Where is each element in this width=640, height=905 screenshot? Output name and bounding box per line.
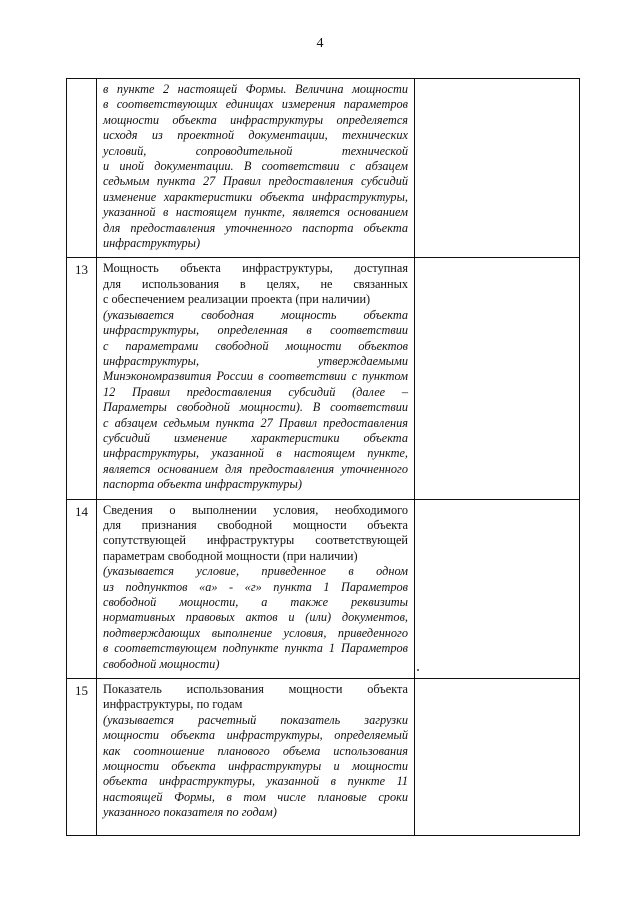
description-note-line: инфраструктуры, определенная в соответствии bbox=[103, 323, 408, 338]
description-note-line: с абзацем седьмым пункта 27 Правил предоставления bbox=[103, 415, 408, 430]
description-note-line: (указывается свободная мощность объекта bbox=[103, 307, 408, 322]
row-value-cell bbox=[415, 79, 580, 258]
table-row bbox=[67, 679, 580, 836]
description-note-line: и иной документации. В соответствии с абзацем bbox=[103, 159, 408, 174]
description-line: инфраструктуры, по годам bbox=[103, 697, 243, 712]
description-note-line: мощности объекта инфраструктуры, определяемый bbox=[103, 728, 408, 743]
description-note-line: указанного показателя по годам) bbox=[103, 805, 277, 820]
row-description bbox=[97, 499, 415, 678]
row-description bbox=[97, 79, 415, 258]
description-note-line: Параметры свободной мощности). В соответствии bbox=[103, 400, 408, 415]
description-note-line: Минэкономразвития России в соответствии с пунктом bbox=[103, 369, 408, 384]
description-note-line: объекта инфраструктуры, указанной в пункте 11 bbox=[103, 774, 408, 789]
description-note-line: подтверждающих выполнение условия, приведенного bbox=[103, 625, 408, 640]
description-note-line: указанной в настоящем пункте, является основанием bbox=[103, 205, 408, 220]
passport-form-table bbox=[66, 78, 580, 836]
description-note-line: как соотношение планового объема использования bbox=[103, 743, 408, 758]
description-note-line: паспорта объекта инфраструктуры) bbox=[103, 477, 302, 492]
description-note-line: в пункте 2 настоящей Формы. Величина мощности bbox=[103, 82, 408, 96]
description-line: сопутствующей инфраструктуры соответствующей bbox=[103, 533, 408, 548]
description-note-line: субсидий изменение характеристики объекта bbox=[103, 430, 408, 445]
description-note-line: с параметрами свободной мощности объектов bbox=[103, 338, 408, 353]
row-value-cell bbox=[415, 679, 580, 836]
description-note-line: инфраструктуры) bbox=[103, 236, 201, 251]
description-note-line: свободной мощности) bbox=[103, 656, 220, 671]
description-note-line: (указывается условие, приведенное в одном bbox=[103, 564, 408, 579]
description-note-line: (указывается расчетный показатель загрузки bbox=[103, 712, 408, 727]
table-body bbox=[67, 79, 580, 836]
description-line: с обеспечением реализации проекта (при наличии) bbox=[103, 292, 371, 307]
description-note-line: 12 Правил предоставления субсидий (далее – bbox=[103, 384, 408, 399]
row-description bbox=[97, 258, 415, 499]
description-line: для использования в целях, не связанных bbox=[103, 276, 408, 291]
table-row bbox=[67, 499, 580, 678]
row-description bbox=[97, 679, 415, 836]
row-value-cell bbox=[415, 258, 580, 499]
description-note-line: мощности объекта инфраструктуры и мощности bbox=[103, 759, 408, 774]
description-note-line: исходя из проектной документации, технических bbox=[103, 128, 408, 143]
row-number: 13 bbox=[67, 258, 97, 499]
description-note-line: в соответствующем подпункте пункта 1 Параметров bbox=[103, 641, 408, 656]
description-note-line: условий, сопроводительной технической bbox=[103, 143, 408, 158]
description-note-line: мощности объекта инфраструктуры определяется bbox=[103, 112, 408, 127]
description-line: Показатель использования мощности объекта bbox=[103, 682, 408, 697]
row-number: 15 bbox=[67, 679, 97, 836]
description-note-line: для предоставления уточненного паспорта объекта bbox=[103, 220, 408, 235]
scan-speck bbox=[417, 669, 419, 671]
table-row bbox=[67, 79, 580, 258]
description-note-line: нормативных правовых актов и (или) документов, bbox=[103, 610, 408, 625]
page-number: 4 bbox=[316, 36, 324, 51]
description-note-line: из подпунктов «а» - «г» пункта 1 Параметров bbox=[103, 579, 408, 594]
row-number bbox=[67, 79, 97, 258]
description-note-line: является основанием для предоставления уточненного bbox=[103, 461, 408, 476]
description-line: Мощность объекта инфраструктуры, доступная bbox=[103, 261, 408, 276]
description-line: Сведения о выполнении условия, необходимого bbox=[103, 502, 408, 517]
description-note-line: инфраструктуры, утверждаемыми bbox=[103, 353, 408, 368]
description-line: параметрам свободной мощности (при наличии) bbox=[103, 548, 358, 563]
description-note-line: в соответствующих единицах измерения параметров bbox=[103, 97, 408, 112]
description-note-line: инфраструктуры, указанной в настоящем пункте, bbox=[103, 446, 408, 461]
description-note-line: свободной мощности, а также реквизиты bbox=[103, 595, 408, 609]
description-note-line: изменение характеристики объекта инфраструктуры, bbox=[103, 189, 408, 204]
description-note-line: седьмым пункта 27 Правил предоставления субсидий bbox=[103, 174, 408, 189]
row-number: 14 bbox=[67, 499, 97, 678]
description-note-line: настоящей Формы, в том числе плановые сроки bbox=[103, 789, 408, 804]
table-row bbox=[67, 258, 580, 499]
row-value-cell bbox=[415, 499, 580, 678]
description-line: для признания свободной мощности объекта bbox=[103, 517, 408, 532]
